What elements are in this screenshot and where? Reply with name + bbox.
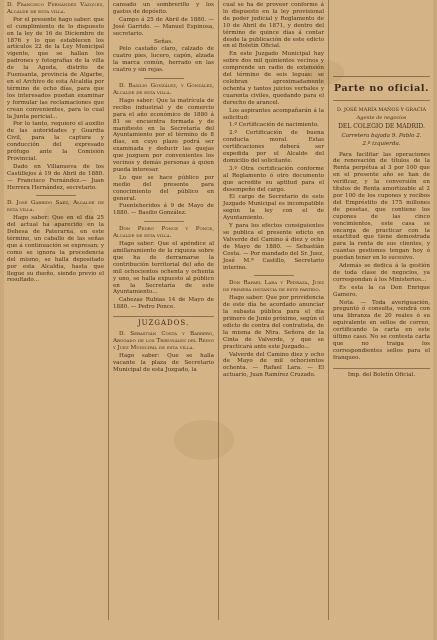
paragraph: Además se dedica á la gestión de toda clase de negocios, ya correspondan á los Ministerios... [333,263,430,283]
separator [144,78,184,79]
notice-heading: D. José Garrido Saez, Alcalde de esta villa. [7,200,104,214]
college-name: DEL COLEGIO DE MADRID. [338,122,425,130]
paragraph: 2.º Certificación de buena conducta moral. Estas certificaciones deberá ser expedida por el Alcalde del domicilio del solicitante. [223,130,324,164]
notice-heading: D. Sebastián Costa y Barrero, Abogado de los Tribunales del Reino y Juez Municipal de esta villa. [113,331,214,351]
paragraph: Fuenteheridos á 9 de Mayo de 1880. — Basilio González. [113,203,214,217]
paragraph: Hago saber: Que la matrícula de recibo industrial y de comercio para el año económico de 1880 á 81 se encuentra formada y de manifiesto en la Secretaría del Ayuntamiento por el término de 8 días, en cuyo plazo podrá ser examinada y deducir las quejas que juzguen por convenientes los vecinos y demás personas á quien pueda interesar. [113,97,214,173]
paragraph: En este Juzgado Municipal hay sobre dos mil quinientos vecinos y comprende un radio de extensión del término de seis leguas: se celebran aproximadamente ochenta y tantos juicios verbales y cuarenta civiles, quedando para el derecho de arancel. [223,51,324,106]
paragraph: Cabezas Rubias 14 de Mayo de 1880. — Pedro Ponce. [113,297,214,311]
paragraph: Por el presente hago saber: que el cumplimiento de lo dispuesto en la ley de 16 de Diciembre de 1876 y lo que establecen los artículos 22 de la Ley Municipal vigente, que se hallan los padrones y fotografías de la villa de la Aguda, distrito de Fuensanta, provincia de Algarbe, en el Archivo de esta Alcaldía por término de ocho días, para que los interesados puedan examinar y formular las reclamaciones que crean convenientes, para lo cual la Junta pericial... [7,16,104,120]
paragraph: Campo á 25 de Abril de 1880. — José Garrido. — Manuel Espinosa, secretario. [113,16,214,37]
separator [36,195,76,196]
paragraph: Dado en Villanueva de los Castillejos á 19 de Abril de 1880. — Francisco Fernández.— Juan Herrera Hernández, secretario. [7,163,104,191]
address: Carretera bajada 9. Pablo 2. [341,132,422,139]
section-rule [113,316,214,317]
newspaper-page [4,0,433,640]
agent-title: Agente de negocios [356,114,407,121]
section-rule [333,100,430,101]
paragraph: Nota. — Toda averiguación, preguntó ó consulta, vendrá con una libranza de 20 reales ó su equivalente en sellos de correo, certificando la carta en este último caso. No se contesta carta que no traiga los correspondientes sellos para el franqueo. [333,299,430,361]
paragraph: Hago saber: Que se halla vacante la plaza de Secretario Municipal de esta Juzgado, la [113,352,214,373]
paragraph: cansado un sombrerillo y los gastos de depósito. [113,2,214,15]
paragraph: Pelo castaño claro, calzado de cuatro pies, lucero, capón, alzada la marca común, herrado en las cuatro y sin rejas. [113,46,214,74]
notice-heading: D. Basilio González, y González, Alcalde de esta villa. [113,83,214,96]
column-1 [7,2,104,285]
agent-name: D. JOSÉ MARÍA MAÑOS Y GRACIA [336,107,427,113]
printer-imprint: Imp. del Boletín Oficial. [347,371,416,378]
section-rule [333,368,430,369]
paragraph: Los aspirantes acompañarán á la solicitud: [223,107,324,121]
paragraph: Hago saber: Que el apéndice al amillaramiento de la riqueza sobre que ha de derramarse la contribución territorial del año de mil ochocientos ochenta y ochenta y uno, se halla expuesto al público en la Secretaría de este Ayuntamiento... [113,241,214,296]
column-rule [108,0,109,620]
notice-heading: Don Pedro Ponce y Ponce, Alcalde de esta villa. [113,226,214,240]
paragraph: Hago saber: Que en el dia 25 del actual ha aparecido en la Dehesa de Paterarna, en este término, un caballo de las señas que á continuación se expresan; y como se ignora la procedencia del mismo, se halla depositado por esta Alcaldía, hasta que llegue su dueño, siendo previo el resultado... [7,215,104,284]
paragraph: cual se ha de proveer conforme á lo dispuesto en la ley provisional de poder judicial y Reglamento de 10 de Abril de 1871, y dentro del término de quince días á contar desde la publicación de este edicto en el Boletín Oficial. [223,2,324,50]
section-heading-parte-no-oficial: Parte no oficial. [333,83,430,94]
paragraph: 3.º Otra certificación conforme al Reglamento ó otro documento que acredite su aptitud para el desempeño del cargo. [223,165,324,193]
paper-stain [174,420,234,460]
paragraph: El cargo de Secretario de este Juzgado Municipal es incompatible según la ley con el de Ayuntamiento. [223,194,324,222]
paragraph: Lo que se hace público por medio del presente para conocimiento del público en general. [113,174,214,202]
address-floor: 2.º izquierda. [362,140,401,147]
column-4 [333,2,430,380]
notice-heading: Don Rafael Lara y Pedraza, Juez de primera instancia de este partido. [223,280,324,294]
separator [254,275,294,276]
spacer [333,2,430,76]
column-3 [223,2,324,380]
section-heading-juzgados: JUZGADOS. [137,319,190,328]
column-rule [218,0,219,620]
paragraph: Y para los efectos consiguientes se publica el presente edicto en Valverde del Camino á diez y ocho de Mayo de 1880. — Sebastián Costa. — Por mandado del Sr. Juez, José M.ª Castillo, Secretario interino. [223,223,324,271]
paragraph: Para facilitar las operaciones de renovación de títulos de la Renta perpétua al 3 por 100 que en el presente año se han de verificar, y la conversión en títulos de Renta amortizable al 2 por 100 de los cupones y recibos del Empréstito de 175 millones de pesetas, que contiene los cupones de las cinco vencimientos, este casa se encarga de practicar con la exactitud que tiene demostrada para la renta de sus clientes, y cuantas gestiones tengan hoy ó puedan tener en lo sucesivo. [333,151,430,262]
section-rule [333,76,430,77]
paragraph: Valverde del Camino diez y ocho de Mayo de mil ochocientos ochenta. — Rafael Lara. — El actuario, Juan Ramírez Cruzado. [223,351,324,379]
notice-heading: D. Francisco Fernández Vázquez, Alcalde de esta villa. [7,2,104,15]
paragraph: Hago saber: Que por providencia de este día he acordado anunciar la subasta pública para el día primero de Junio próximo, según el edicto de contra del contratista, de la misma de Ntra. Señora de la Cinta de Valverde, y que se practicará ante este Juzgado... [223,295,324,350]
paragraph: Es esta la ca Don Enrique Gamero. [333,284,430,298]
separator [144,221,184,222]
subheading: Señas. [154,38,173,45]
paragraph: 1.º Certificación de nacimiento. [229,122,319,129]
paragraph: Por lo tanto, requiero el auxilio de las autoridades y Guardia Civil, para la captura y conducción del expresado prófugo ante la Comisión Provincial. [7,121,104,162]
column-rule [328,0,329,620]
column-2 [113,2,214,375]
